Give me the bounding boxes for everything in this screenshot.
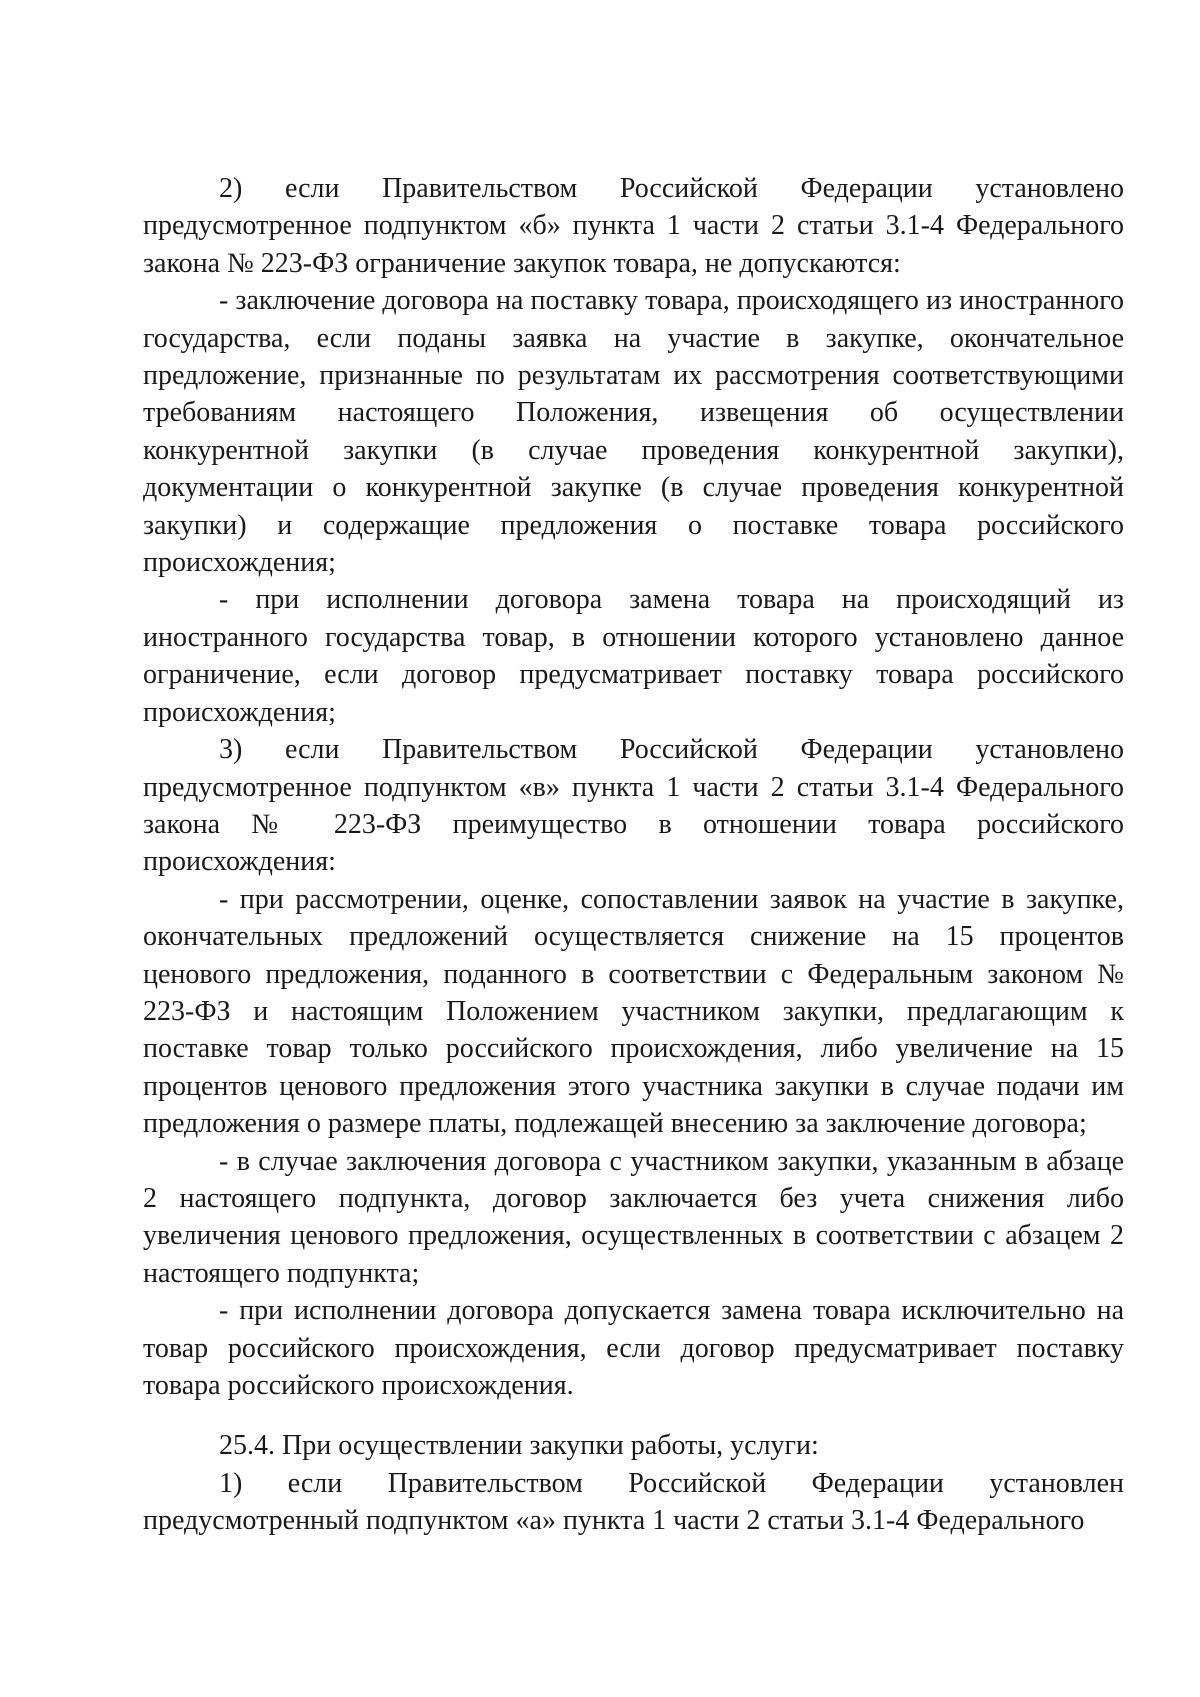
paragraph-contract-without-reduction: - в случае заключения договора с участником закупки, указанным в абзаце 2 настоящего подпункта, договор заключается без учета снижения либо увеличения ценового предложения, осуществленных в соответствии с абзацем 2 настоящего подпункта; <box>143 1145 1124 1289</box>
paragraph-item-3: 3) если Правительством Российской Федерации установлено предусмотренное подпунктом «в» пункта 1 части 2 статьи 3.1-4 Федерального закона № 223-ФЗ преимущество в отношении товара российского происхождения: <box>143 734 1124 878</box>
paragraph-section-25-4: 25.4. При осуществлении закупки работы, услуги: <box>219 1430 819 1462</box>
paragraph-price-reduction: - при рассмотрении, оценке, сопоставлении заявок на участие в закупке, окончательных предложений осуществляется снижение на 15 процентов ценового предложения, поданного в соответствии с Федеральным законом № 223-ФЗ и настоящим Положением участником закупки, предлагающим к поставке товар только российского происхождения, либо увеличение на 15 процентов ценового предложения этого участника закупки в случае подачи им предложения о размере платы, подлежащей внесению за заключение договора; <box>143 883 1124 1140</box>
paragraph-ban-contract-foreign-goods: - заключение договора на поставку товара, происходящего из иностранного государства, если поданы заявка на участие в закупке, окончательное предложение, признанные по результатам их рассмотрения соответствующими требованиям настоящего Положения, извещения об осуществлении конкурентной закупки (в случае проведения конкурентной закупки), документации о конкурентной закупке (в случае проведения конкурентной закупки) и содержащие предложения о поставке товара российского происхождения; <box>143 285 1124 579</box>
paragraph-item-2: 2) если Правительством Российской Федерации установлено предусмотренное подпунктом «б» пункта 1 части 2 статьи 3.1-4 Федерального закона № 223-ФЗ ограничение закупок товара, не допускаются: <box>143 173 1124 279</box>
paragraph-replacement-russian-goods: - при исполнении договора допускается замена товара исключительно на товар российского происхождения, если договор предусматривает поставку товара российского происхождения. <box>143 1295 1124 1401</box>
paragraph-item-1: 1) если Правительством Российской Федерации установлен предусмотренный подпунктом «а» пункта 1 части 2 статьи 3.1-4 Федерального <box>143 1467 1124 1537</box>
paragraph-ban-replacement-goods: - при исполнении договора замена товара на происходящий из иностранного государства товар, в отношении которого установлено данное ограничение, если договор предусматривает поставку товара российского происхождения; <box>143 584 1124 728</box>
document-page <box>143 170 1124 1540</box>
